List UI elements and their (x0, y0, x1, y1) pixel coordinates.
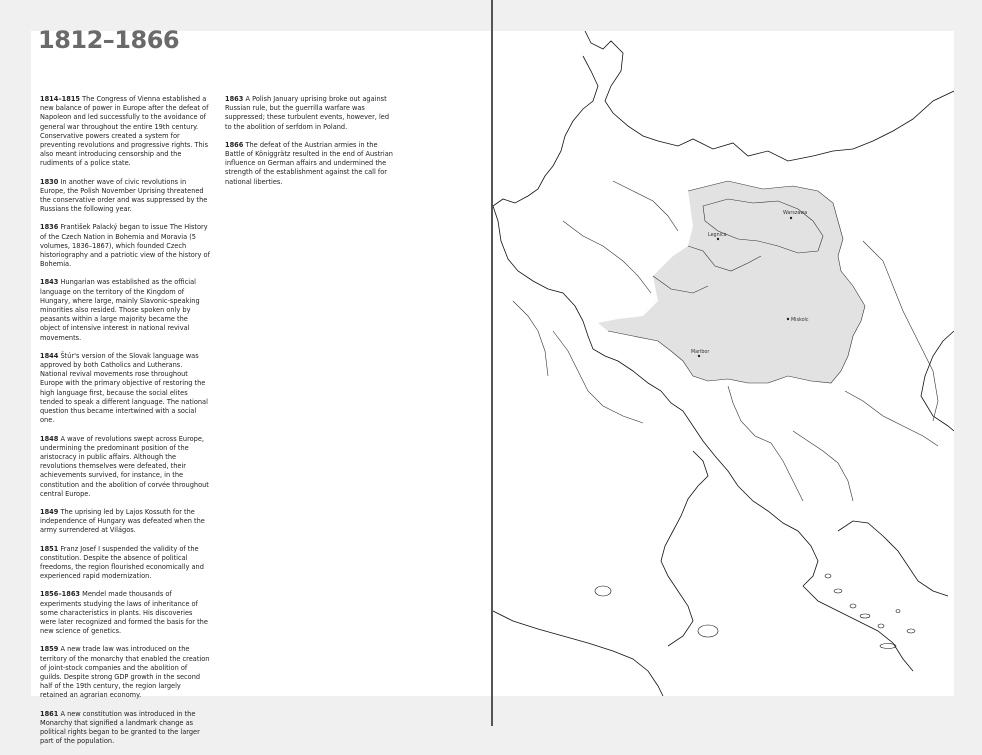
highlighted-region (598, 181, 865, 383)
entry-text: A new trade law was introduced on the territory of the monarchy that enabled the creation of joint-stock companies and the abolition of guilds. Despite strong GDP growth in the second half of the 19th century, the region largely retained an agrarian economy. (40, 645, 210, 700)
entry-year: 1866 (225, 140, 244, 149)
city-label: Miskolc (791, 318, 809, 323)
timeline-entry (40, 95, 210, 169)
entry-year: 1844 (40, 351, 59, 360)
entry-text: Štúr's version of the Slovak language was approved by both Catholics and Lutherans. National revival movements rose throughout Europe with the primary objective of restoring the high language first, because the social elites tended to speak a different language. The national question thus became intertwined with a social one. (40, 351, 208, 425)
timeline-entry (40, 645, 210, 700)
timeline-column-right (225, 95, 395, 196)
book-spine (491, 0, 493, 726)
entry-year: 1843 (40, 278, 59, 287)
timeline-entry (40, 223, 210, 269)
timeline-entry (40, 508, 210, 536)
entry-text: A new constitution was introduced in the Monarchy that signified a landmark change as political rights began to be granted to the larger part of the population. (40, 709, 200, 746)
entry-year: 1851 (40, 544, 59, 553)
timeline-entry (40, 545, 210, 582)
entry-year: 1814–1815 (40, 95, 81, 103)
map-central-europe (493, 31, 954, 696)
entry-text: The Congress of Vienna established a new balance of power in Europe after the defeat of Napoleon and led successfully to the avoidance of general war throughout the entire 19th century. Conservative powers created a system for preventing revolutions and progressive rights. This also meant introducing censorship and the rudiments of a police state. (40, 95, 209, 168)
entry-text: A Polish January uprising broke out against Russian rule, but the guerrilla warfare was suppressed; these turbulent events, however, led to the abolition of serfdom in Poland. (225, 95, 390, 131)
entry-text: František Palacký began to issue The History of the Czech Nation in Bohemia and Moravia (5 volumes, 1836–1867), which founded Czech historiography and a patriotic view of the history of Bohemia. (40, 223, 210, 269)
timeline-entry (40, 710, 210, 747)
entry-year: 1856–1863 (40, 590, 81, 599)
timeline-entry (40, 352, 210, 426)
timeline-entry (40, 178, 210, 215)
city-label: Legnica (708, 233, 727, 238)
right-page (493, 31, 954, 696)
city-miskolc (787, 317, 809, 323)
entry-year: 1830 (40, 177, 59, 186)
islands (595, 574, 915, 649)
page-title: 1812–1866 (38, 26, 180, 54)
entry-text: A wave of revolutions swept across Europe, undermining the predominant position of the aristocracy in public affairs. Although the revolutions themselves were defeated, their achievements survived, for instance, in the constitution and the abolition of corvée throughout central Europe. (40, 434, 209, 498)
city-label: Maribor (691, 350, 710, 355)
city-label: Warszawa (783, 211, 808, 216)
entry-text: Mendel made thousands of experiments studying the laws of inheritance of some characteristics in plants. His discoveries were later recognized and formed the basis for the new science of genetics. (40, 590, 208, 636)
entry-year: 1849 (40, 507, 59, 516)
entry-year: 1859 (40, 645, 59, 654)
entry-year: 1863 (225, 95, 244, 103)
entry-text: Hungarian was established as the official language on the territory of the Kingdom of Hungary, where large, mainly Slavonic-speaking minorities also resided. Those spoken only by peasants within a large majority became the object of intensive interest in national revival movements. (40, 278, 200, 342)
timeline-column-left (40, 95, 210, 755)
entry-text: Franz Josef I suspended the validity of the constitution. Despite the absence of political freedoms, the region flourished economically and experienced rapid modernization. (40, 544, 204, 581)
entry-text: The uprising led by Lajos Kossuth for the independence of Hungary was defeated when the army surrendered at Világos. (40, 507, 205, 535)
entry-text: The defeat of the Austrian armies in the Battle of Königgrätz resulted in the end of Austrian influence on German affairs and undermined the strength of the establishment against the call for national liberties. (225, 140, 393, 186)
entry-text: In another wave of civic revolutions in Europe, the Polish November Uprising threatened the conservative order and was suppressed by the Russians the following year. (40, 177, 208, 214)
entry-year: 1836 (40, 223, 59, 232)
timeline-entry (40, 435, 210, 499)
timeline-entry (40, 590, 210, 636)
timeline-entry (225, 141, 395, 187)
entry-year: 1861 (40, 709, 59, 718)
timeline-entry (225, 95, 395, 132)
entry-year: 1848 (40, 434, 59, 443)
timeline-entry (40, 278, 210, 342)
